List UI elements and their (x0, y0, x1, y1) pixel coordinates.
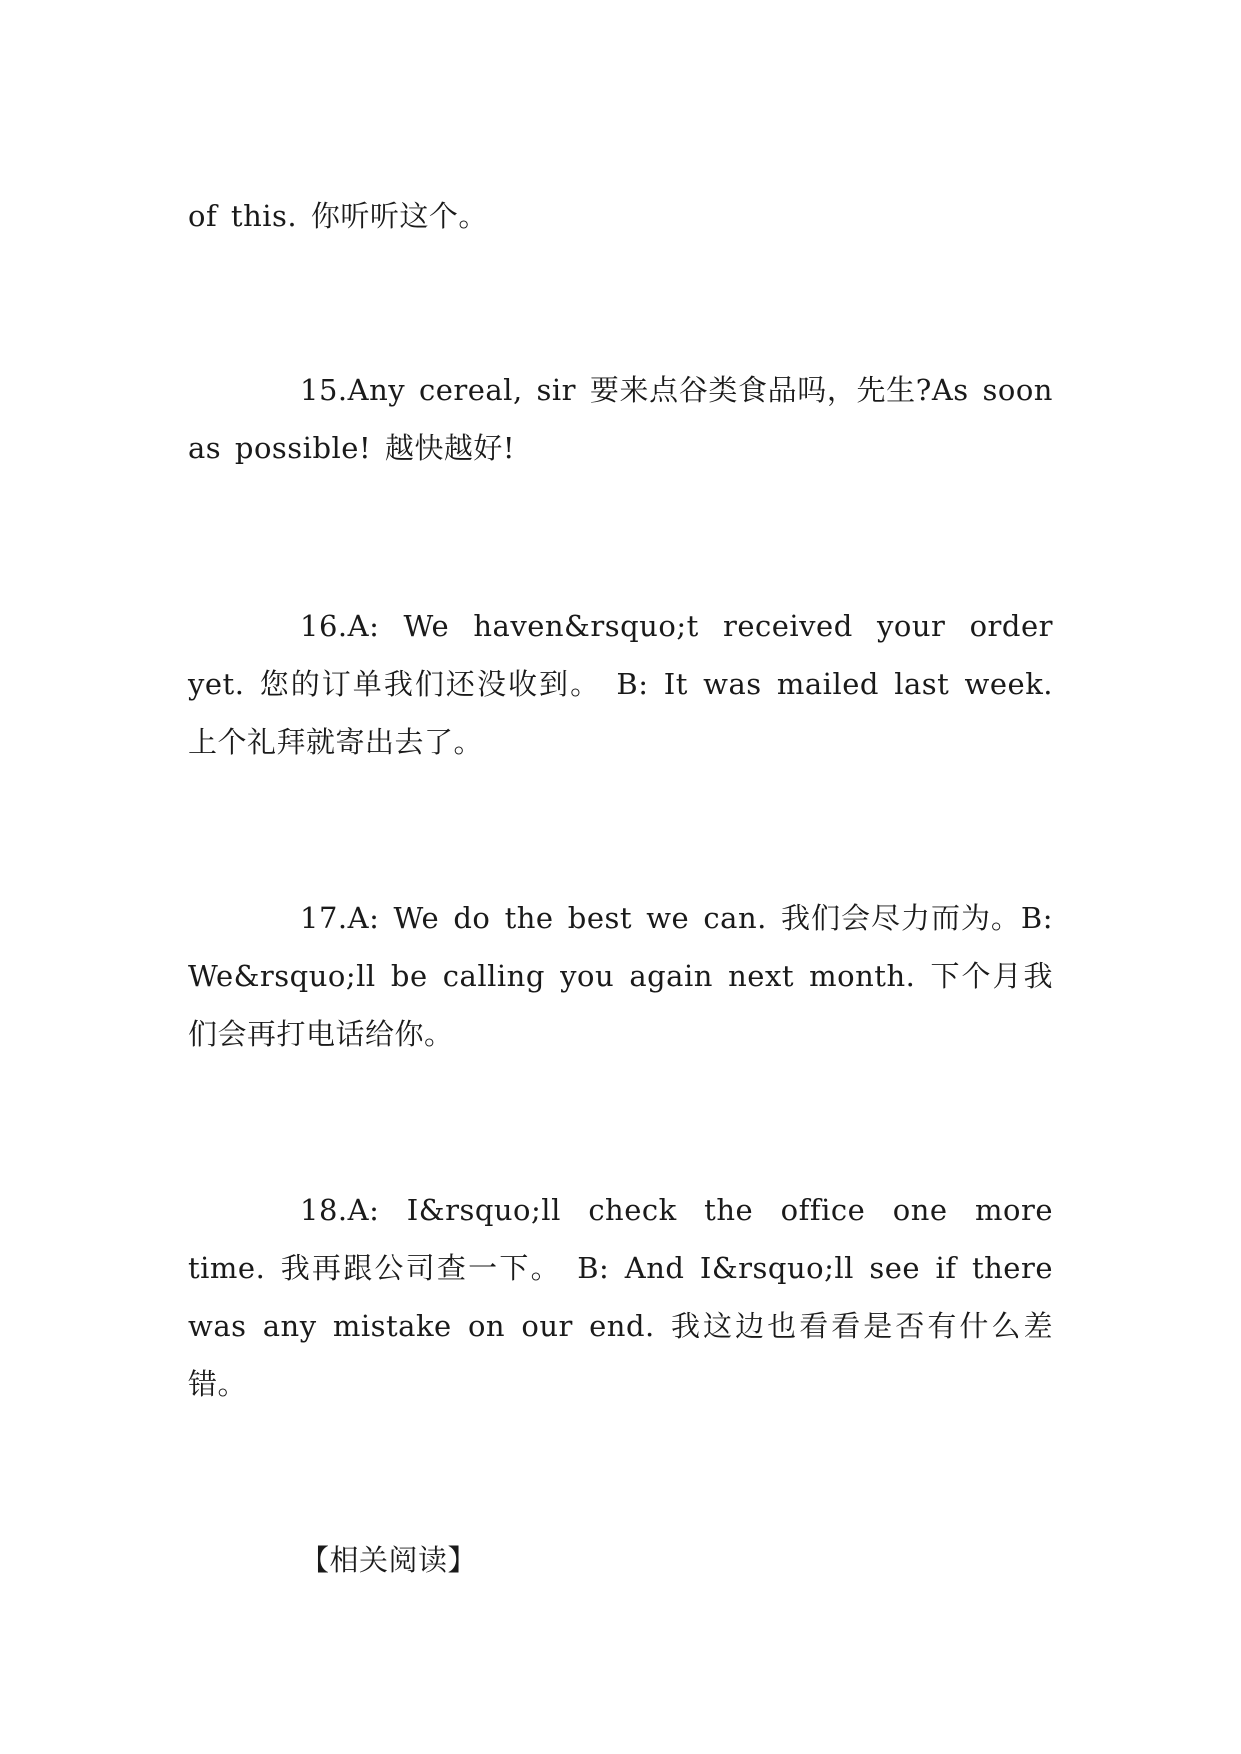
dialogue-item-18: 18.A: I&rsquo;ll check the office one more time. 我再跟公司查一下。 B: And I&rsquo;ll see if there was any mistake on our end. 我这边也看看是否有什么差错。 (188, 1193, 1053, 1401)
document-page (188, 0, 1053, 1754)
dialogue-item-17: 17.A: We do the best we can. 我们会尽力而为。B: We&rsquo;ll be calling you again next month. 下个月我们会再打电话给你。 (188, 901, 1053, 1051)
dialogue-item-16: 16.A: We haven&rsquo;t received your order yet. 您的订单我们还没收到。 B: It was mailed last week. 上个礼拜就寄出去了。 (188, 609, 1053, 759)
paragraph-continuation: of this. 你听听这个。 (188, 199, 488, 233)
dialogue-item-15: 15.Any cereal, sir 要来点谷类食品吗，先生?As soon as possible! 越快越好! (188, 373, 1053, 465)
related-reading-heading: 【相关阅读】 (300, 1543, 478, 1577)
